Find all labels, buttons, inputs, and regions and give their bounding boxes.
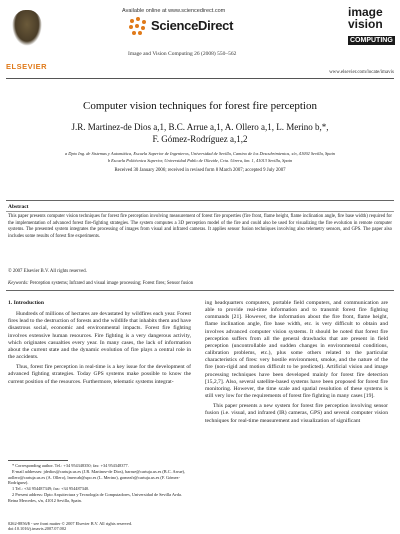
doi-link[interactable]: doi:10.1016/j.imavis.2007.07.002 bbox=[8, 526, 67, 532]
intro-paragraph-3: ing headquarters computers, portable field computers, and communication are able to provide real-time information and to transmit forest fire fighting commands [21]. However, the information about the fire front, flame height, flame inclination angle, fire base width, etc. is very difficult to obtain and involves advanced computer vision systems. It should be noted that forest fire perception suffers from all the general drawbacks that are present in field perception (uncontrollable and sudden changes in environmental conditions, calibration problems, etc.), plus some others related to the particular characteristics of fires: very hostile environment, smoke, and the nature of the fire (non-rigid and motion difficult to be predicted). Artificial vision and image processing techniques have been developed mainly for forest fire detection [15,2,7]. Also, several satellite-based systems have been proposed for forest fire monitoring. However, the time scale and spatial resolution of these systems is still very low for the requirements of forest fire fighting in many cases [19]. bbox=[205, 300, 388, 400]
journal-url-link[interactable]: www.elsevier.com/locate/imavis bbox=[329, 70, 394, 75]
keywords-list: Perception systems; Infrared and visual image processing; Forest fires; Sensor fusion bbox=[29, 281, 194, 286]
intro-paragraph-1: Hundreds of millions of hectares are devastated by wildfires each year. Forest fires lead to the destruction of forests and the wildlife that inhabits them and have disastrous social, economic and environmental impacts. Forest fire fighting involves extensive human resources. Fire fighting is a very dangerous activity, which originates casualties every year. In many cases, the lack of information about the current state and the dynamic evolution of fire plays a central role in the accidents. bbox=[8, 311, 191, 361]
section-heading: 1. Introduction bbox=[8, 300, 44, 306]
footnote-corresponding: * Corresponding author. Tel.: +34 954348350; fax: +34 954348377. bbox=[12, 463, 129, 468]
author-line-1: J.R. Martinez-de Dios a,1, B.C. Arrue a,1, A. Ollero a,1, L. Merino b,*, bbox=[71, 122, 329, 132]
footnote-emails[interactable]: E-mail addresses: jdedios@cartuja.us.es (J.R. Martinez-de Dios), barrue@cartuja.us.es (B.C. Arrue), aollero@cartuja.us.es (A. Ollero), lmercab@upo.es (L. Merino), gomezfr@cartuja.us.es (F. Gómez-Rodríguez). bbox=[8, 468, 186, 486]
footnote-1: 1 Tel.: +34 954487349; fax: +34 954487340. bbox=[12, 486, 90, 492]
journal-logo-line-3: COMPUTING bbox=[350, 37, 393, 44]
author-line-2: F. Gómez-Rodríguez a,1,2 bbox=[152, 134, 248, 144]
journal-header bbox=[0, 0, 400, 78]
journal-logo bbox=[348, 6, 394, 46]
issn-line: 0262-8856/$ - see front matter © 2007 Elsevier B.V. All rights reserved. bbox=[8, 521, 133, 526]
footnotes bbox=[8, 463, 191, 504]
header-divider bbox=[6, 78, 394, 79]
affiliations bbox=[20, 151, 380, 164]
article-title: Computer vision techniques for forest fire perception bbox=[83, 100, 317, 112]
front-matter-info bbox=[8, 521, 258, 532]
author-list bbox=[40, 121, 360, 145]
publisher-name: ELSEVIER bbox=[6, 62, 48, 71]
footnote-divider bbox=[8, 460, 68, 461]
keywords bbox=[8, 281, 193, 286]
affiliation-b: b Escuela Politécnica Superior, Universidad Pablo de Olavide, Crta. Utrera, km. 1, 41013 Sevilla, Spain bbox=[107, 157, 293, 163]
abstract-bottom-divider bbox=[6, 290, 394, 291]
abstract-heading: Abstract bbox=[8, 204, 29, 210]
abstract-text: This paper presents computer vision techniques for forest fire perception involving measurement of forest fire properties (fire front, flame height, flame inclination angle, fire base width) required for the implementation of advanced forest fire-fighting strategies. The system computes a 3D perception model of the fire and could also be used for visualizing the fire evolution in remote computer systems. The presented system integrates the processing of images from visual and infrared cameras. It applies sensor fusion techniques involving also telemetry sensors, and GPS. The paper also includes some results of forest fire experiments. bbox=[8, 214, 392, 240]
left-column bbox=[8, 300, 191, 386]
journal-logo-line-2: vision bbox=[348, 17, 383, 31]
available-online-text[interactable]: Available online at www.sciencedirect.com bbox=[122, 8, 226, 14]
abstract-top-divider bbox=[6, 200, 394, 201]
intro-paragraph-2: Thus, forest fire perception in real-time is a key issue for the development of advanced fighting strategies. Today GPS systems make possible to know the current position of the resources. Furthermore, telematic systems integrat- bbox=[8, 364, 191, 385]
affiliation-a: a Dpto Ing. de Sistemas y Automática, Escuela Superior de Ingenieros, Universidad de Sevilla, Camino de los Descubrimientos, s/n, 41092 Sevilla, Spain bbox=[65, 151, 335, 156]
received-dates: Received 30 January 2006; received in revised form 8 March 2007; accepted 9 July 2007 bbox=[114, 168, 286, 173]
footnote-2: 2 Present address: Dpto Arquitectura y Tecnología de Computadores, Universidad de Sevilla Avda. Reina Mercedes, s/n, 41012 Sevilla, Spain. bbox=[8, 491, 182, 503]
abstract-heading-divider bbox=[6, 211, 394, 212]
journal-reference: Image and Vision Computing 26 (2008) 550–562 bbox=[128, 51, 237, 57]
intro-paragraph-4: This paper presents a new system for forest fire perception involving sensor fusion (i.e. visual, and infrared (IR) cameras, GPS) and several computer vision techniques for real-time measurement and visualization of significant bbox=[205, 403, 388, 424]
sciencedirect-dots-icon bbox=[128, 17, 150, 39]
copyright-notice: © 2007 Elsevier B.V. All rights reserved. bbox=[8, 269, 87, 274]
elsevier-tree-logo-icon bbox=[6, 8, 48, 58]
sciencedirect-logo: ScienceDirect bbox=[151, 18, 234, 33]
journal-logo-line-1: image bbox=[348, 5, 383, 19]
right-column bbox=[205, 300, 388, 425]
keywords-label: Keywords: bbox=[8, 281, 29, 286]
